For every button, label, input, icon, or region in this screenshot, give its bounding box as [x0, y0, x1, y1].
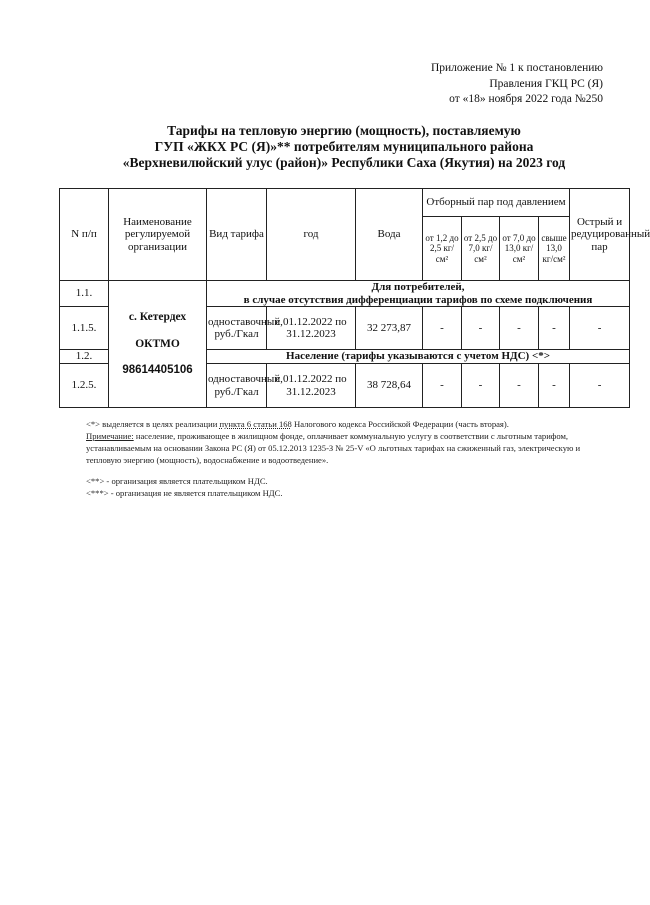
appendix-line-3: от «18» ноября 2022 года №250	[449, 93, 603, 105]
row-1-water: 32 273,87	[356, 307, 423, 350]
section-1-num: 1.1.	[60, 281, 109, 307]
row-1-num: 1.1.5.	[60, 307, 109, 350]
title-line-3: «Верхневилюйский улус (район)» Республики Саха (Якутия) на 2023 год	[122, 155, 566, 170]
row-1-steam-4: -	[539, 307, 570, 350]
row-2-steam-1: -	[423, 364, 462, 408]
header-year: год	[267, 189, 356, 281]
header-org: Наименование регулируемой организации	[109, 189, 207, 281]
section-2-num: 1.2.	[60, 350, 109, 364]
header-sharp-steam: Острый и редуцированный пар	[570, 189, 630, 281]
header-water: Вода	[356, 189, 423, 281]
row-2-sharp: -	[570, 364, 630, 408]
footnote-1-prefix: <*> выделяется в целях реализации	[86, 419, 218, 429]
section-row-1	[60, 281, 630, 307]
footnote-vat-reference	[86, 418, 598, 430]
row-1-tariff-type: одноставочный, руб./Гкал	[207, 307, 267, 350]
header-tariff-type: Вид тарифа	[207, 189, 267, 281]
footnotes	[86, 418, 598, 499]
row-2-steam-3: -	[500, 364, 539, 408]
row-2-steam-4: -	[539, 364, 570, 408]
tariff-table	[59, 188, 650, 408]
header-row-1	[60, 189, 630, 217]
header-steam-group: Отборный пар под давлением	[423, 189, 570, 217]
header-steam-3: от 7,0 до 13,0 кг/см²	[500, 217, 539, 281]
section-2-title: Население (тарифы указываются с учетом НДС) <*>	[207, 350, 630, 364]
section-1-title	[207, 281, 630, 307]
footnote-vat-payer: <**> - организация является плательщиком НДС.	[86, 476, 268, 486]
section-1-line-2: в случае отсутствия дифференциации тарифов по схеме подключения	[243, 293, 593, 306]
oktmo-label: ОКТМО	[135, 337, 180, 350]
footnote-note	[86, 430, 598, 466]
footnote-1-suffix: Налогового кодекса Российской Федерации (часть вторая).	[294, 419, 509, 429]
appendix-header	[431, 61, 603, 108]
row-2-num: 1.2.5.	[60, 364, 109, 408]
header-num: N п/п	[60, 189, 109, 281]
document-title	[60, 123, 628, 171]
row-2-water: 38 728,64	[356, 364, 423, 408]
row-2-period: с 01.12.2022 по 31.12.2023	[267, 364, 356, 408]
appendix-line-1: Приложение № 1 к постановлению	[430, 62, 603, 74]
row-1-steam-2: -	[462, 307, 500, 350]
row-1-steam-1: -	[423, 307, 462, 350]
section-1-line-1: Для потребителей,	[371, 281, 465, 293]
row-1-sharp: -	[570, 307, 630, 350]
org-name: с. Кетердех	[128, 311, 187, 324]
title-line-1: Тарифы на тепловую энергию (мощность), поставляемую	[167, 123, 521, 138]
appendix-line-2: Правления ГКЦ РС (Я)	[489, 77, 603, 90]
row-1-steam-3: -	[500, 307, 539, 350]
header-steam-2: от 2,5 до 7,0 кг/см²	[462, 217, 500, 281]
note-text: население, проживающее в жилищном фонде, оплачивает коммунальную услугу в соответствии с льготным тарифом, устанавливаемым на основании Закона РС (Я) от 05.12.2013 1235-З № 25-V «О льготных тарифах на сжиженный газ, электрическую и тепловую энергию (мощность), водоснабжение и водоотведение».	[86, 431, 581, 465]
footnote-non-vat-payer: <***> - организация не является плательщиком НДС.	[86, 488, 283, 498]
oktmo-code: 98614405106	[122, 364, 193, 377]
tax-code-link[interactable]: пункта 6 статьи 168	[219, 419, 292, 429]
header-steam-4: свыше 13,0 кг/см²	[539, 217, 570, 281]
org-cell	[109, 281, 207, 408]
row-2-tariff-type: одноставочный, руб./Гкал	[207, 364, 267, 408]
note-label: Примечание:	[86, 431, 134, 441]
header-steam-1: от 1,2 до 2,5 кг/см²	[423, 217, 462, 281]
row-1-period: с 01.12.2022 по 31.12.2023	[267, 307, 356, 350]
row-2-steam-2: -	[462, 364, 500, 408]
title-line-2: ГУП «ЖКХ РС (Я)»** потребителям муниципального района	[154, 139, 534, 154]
